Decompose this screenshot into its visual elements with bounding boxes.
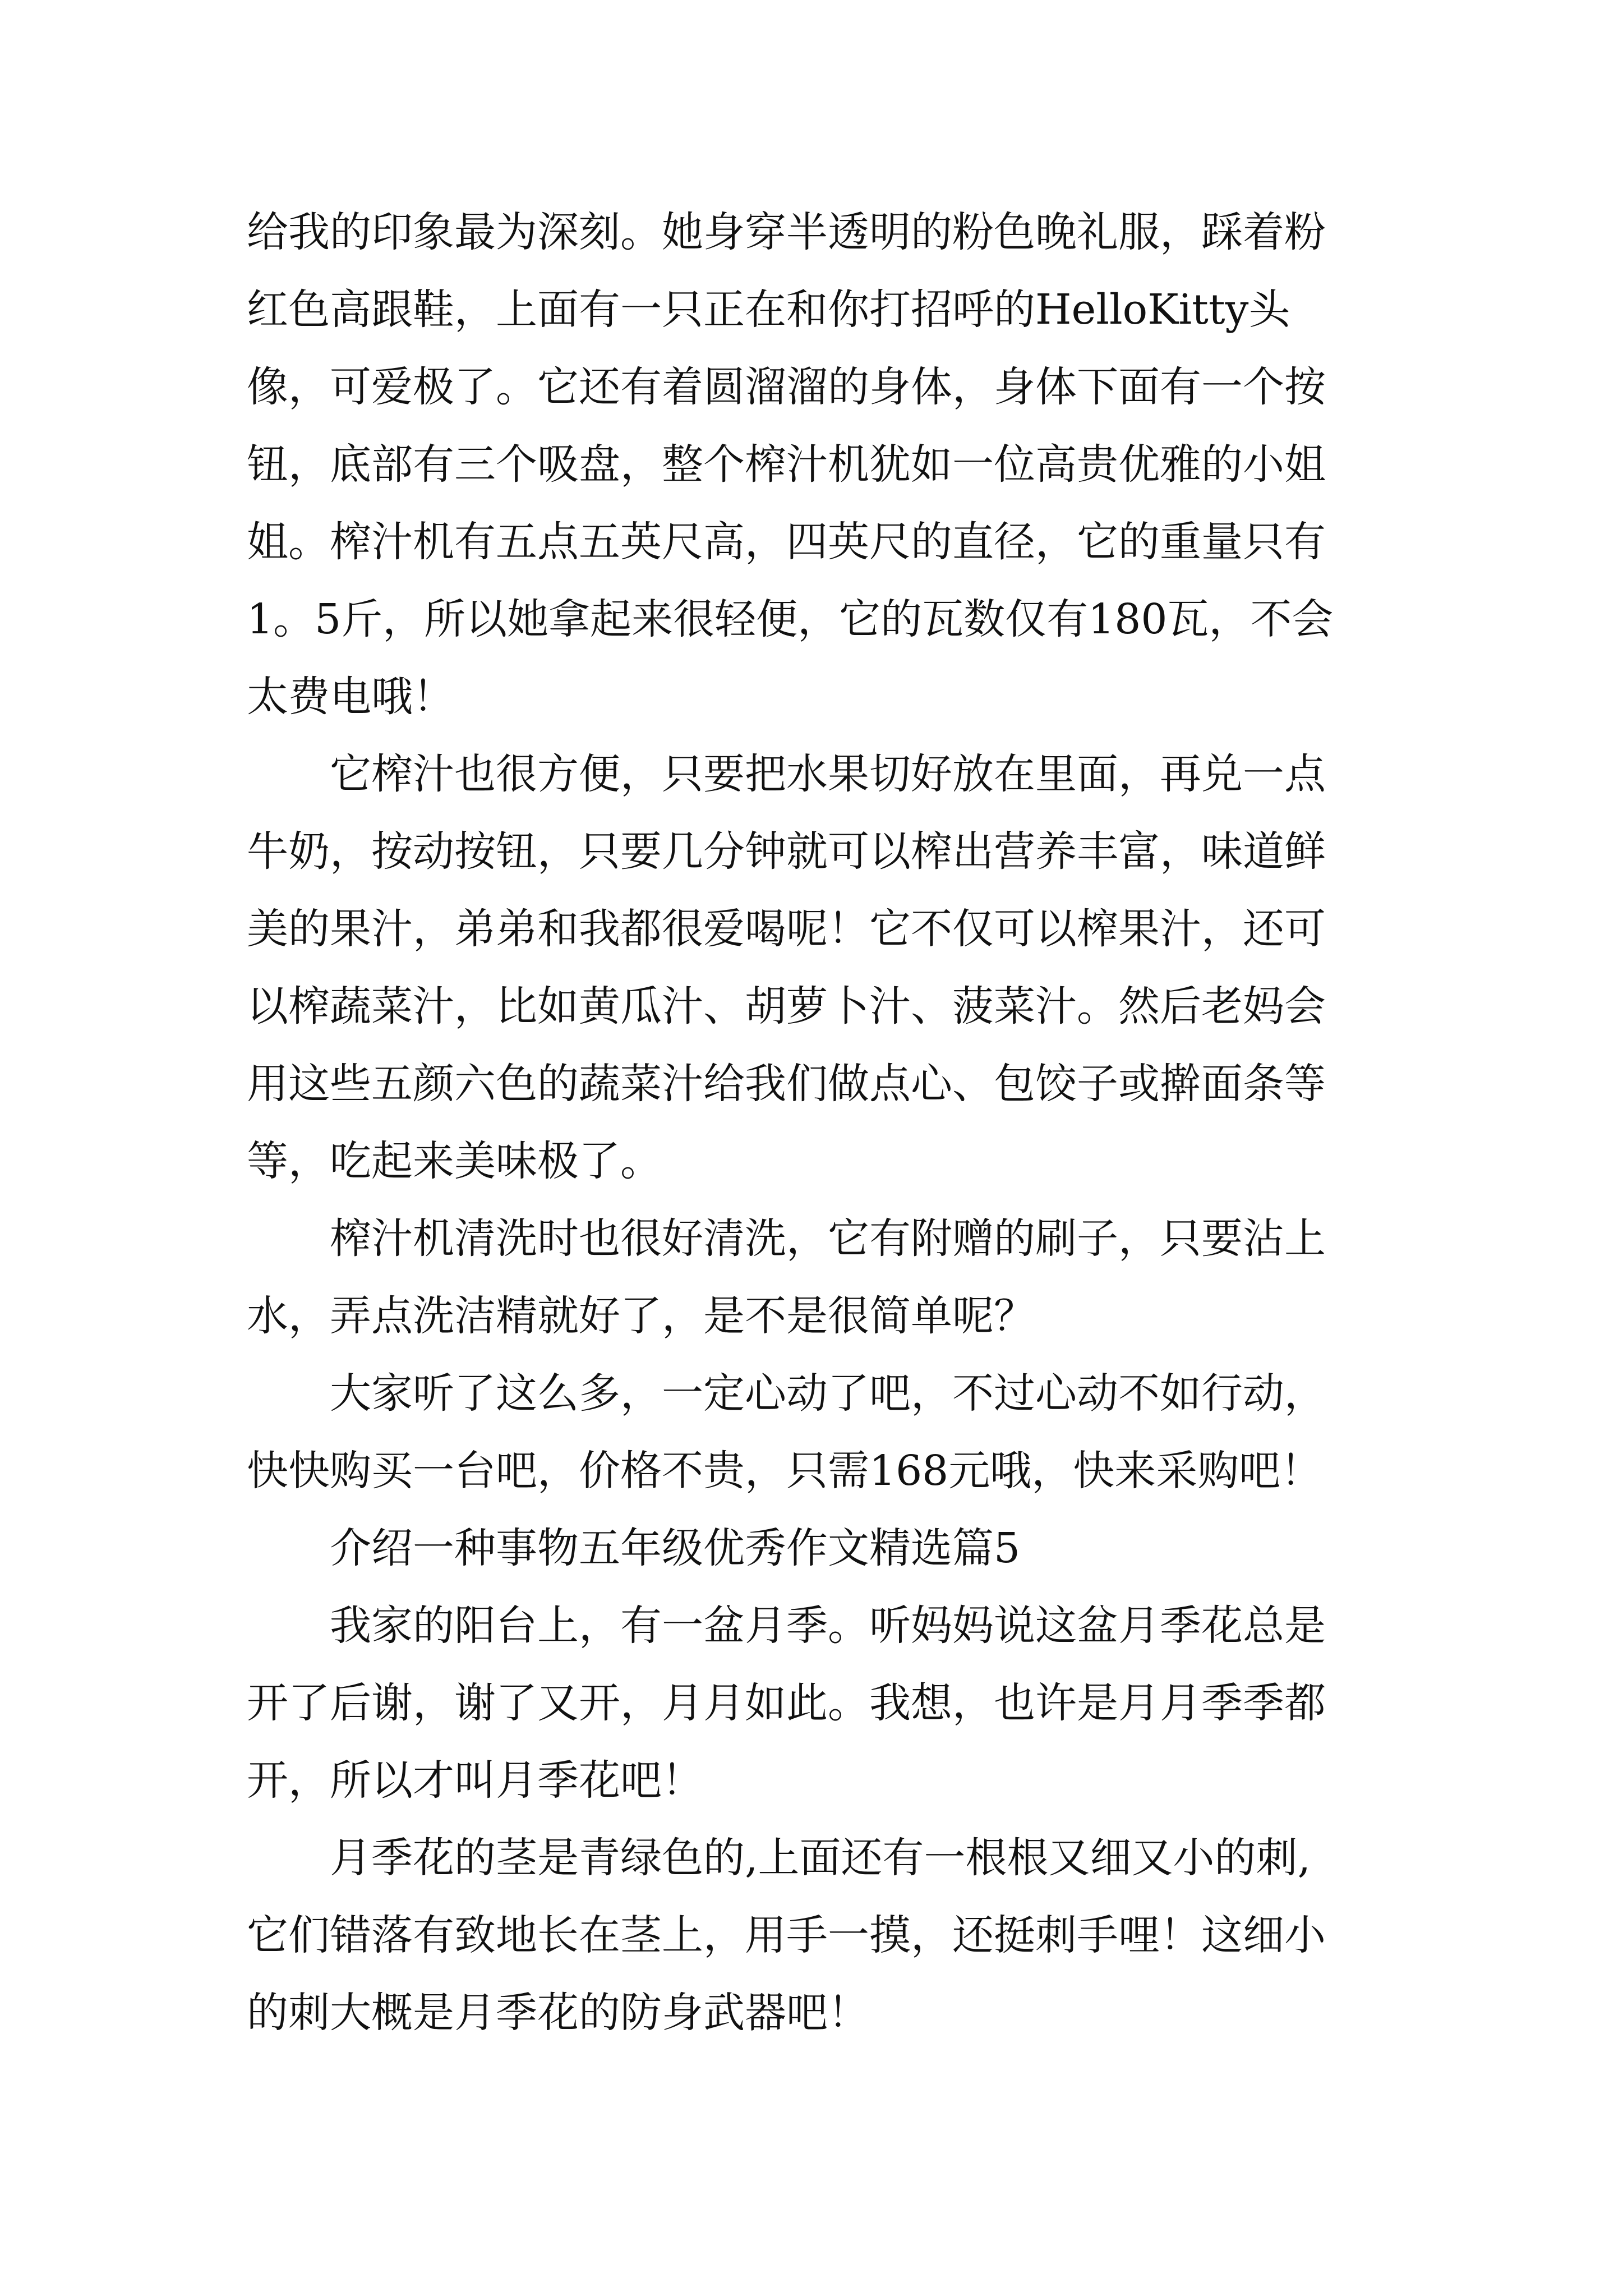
text-line: 像，可爱极了。它还有着圆溜溜的身体，身体下面有一个按 [247, 363, 1326, 411]
text-line: 美的果汁，弟弟和我都很爱喝呢！它不仅可以榨果汁，还可 [247, 905, 1326, 953]
text-line: 以榨蔬菜汁，比如黄瓜汁、胡萝卜汁、菠菜汁。然后老妈会 [247, 982, 1326, 1030]
text-line: 1。5斤，所以她拿起来很轻便，它的瓦数仅有180瓦，不会 [247, 595, 1334, 643]
text-line: 开，所以才叫月季花吧！ [247, 1756, 703, 1805]
document-body [247, 194, 1396, 2051]
section-title: 介绍一种事物五年级优秀作文精选篇5 [330, 1524, 1021, 1572]
text-line: 榨汁机清洗时也很好清洗，它有附赠的刷子，只要沾上 [330, 1214, 1326, 1263]
text-line: 大家听了这么多，一定心动了吧，不过心动不如行动， [330, 1369, 1326, 1418]
text-line: 牛奶，按动按钮，只要几分钟就可以榨出营养丰富，味道鲜 [247, 827, 1326, 876]
paragraph-juicer-purchase [247, 1355, 1396, 1510]
text-line: 它们错落有致地长在茎上，用手一摸，还挺刺手哩！这细小 [247, 1911, 1326, 1959]
text-line: 姐。榨汁机有五点五英尺高，四英尺的直径，它的重量只有 [247, 518, 1326, 566]
text-line: 我家的阳台上，有一盆月季。听妈妈说这盆月季花总是 [330, 1602, 1326, 1650]
text-line: 快快购买一台吧，价格不贵，只需168元哦，快来采购吧！ [247, 1447, 1322, 1495]
section-heading [247, 1510, 1396, 1587]
text-line: 给我的印象最为深刻。她身穿半透明的粉色晚礼服，踩着粉 [247, 208, 1326, 256]
text-line: 等，吃起来美味极了。 [247, 1137, 662, 1185]
text-line: 用这些五颜六色的蔬菜汁给我们做点心、包饺子或擀面条等 [247, 1060, 1326, 1108]
paragraph-juicer-usage [247, 735, 1396, 1200]
text-line: 钮，底部有三个吸盘，整个榨汁机犹如一位高贵优雅的小姐 [247, 440, 1326, 489]
text-line: 的刺大概是月季花的防身武器吧！ [247, 1989, 869, 2037]
paragraph-juicer-appearance [247, 194, 1396, 735]
text-line: 月季花的茎是青绿色的,上面还有一根根又细又小的刺, [330, 1834, 1311, 1882]
text-line: 开了后谢，谢了又开，月月如此。我想，也许是月月季季都 [247, 1679, 1326, 1727]
text-line: 红色高跟鞋，上面有一只正在和你打招呼的HelloKitty头 [247, 286, 1290, 334]
paragraph-rose-stem [247, 1819, 1396, 2051]
paragraph-rose-intro [247, 1587, 1396, 1819]
paragraph-juicer-cleaning [247, 1200, 1396, 1355]
text-line: 它榨汁也很方便，只要把水果切好放在里面，再兑一点 [330, 750, 1326, 798]
text-line: 水，弄点洗洁精就好了，是不是很简单呢？ [247, 1292, 1035, 1340]
text-line: 太费电哦！ [247, 673, 454, 721]
